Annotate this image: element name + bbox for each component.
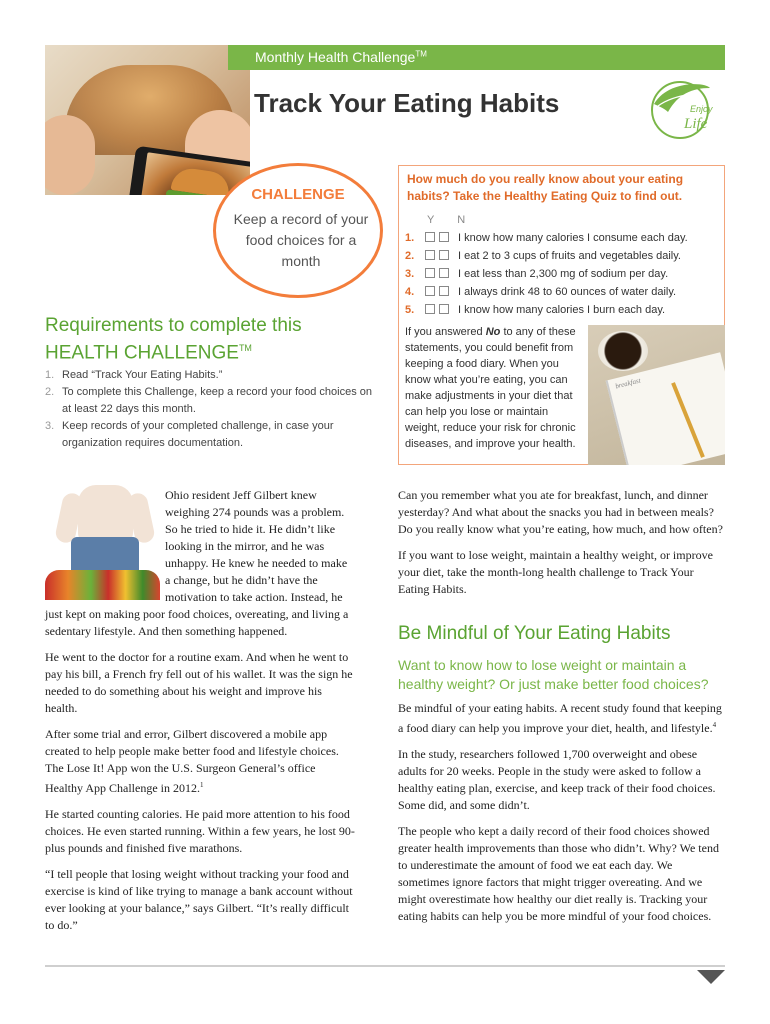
requirements-title: Requirements to complete this HEALTH CHALLENGE™	[45, 315, 302, 364]
footer-divider	[45, 965, 725, 967]
challenge-description: Keep a record of your food choices for a month	[233, 211, 369, 269]
header-bar	[228, 45, 725, 70]
story-paragraph: Ohio resident Jeff Gilbert knew weighing 274 pounds was a problem. So he tried to hide it. He didn’t like looking in the mirror, and he was unhappy. He knew he needed to make a change, but he didn’t have the motivation to take action. Instead, he just kept on making poor food choices, overeating, and living a sedentary lifestyle. And then something happened.	[45, 488, 349, 638]
no-checkbox[interactable]	[439, 232, 449, 242]
list-item: 2. To complete this Challenge, keep a record your food choices on at least 22 days this month.	[45, 386, 373, 415]
requirements-list	[45, 367, 375, 452]
quiz-question: How much do you really know about your eating habits? Take the Healthy Eating Quiz to find out.	[407, 172, 684, 203]
coffee-diary-photo	[588, 325, 725, 465]
series-title: Monthly Health Challenge™	[255, 49, 427, 65]
quiz-item: 4. I always drink 48 to 60 ounces of water daily.	[405, 286, 677, 298]
challenge-label: CHALLENGE	[251, 186, 345, 203]
story-paragraph: He went to the doctor for a routine exam. And when he went to pay his bill, a French fry fell out of his wallet. It was the sign he needed to do something about his weight and improve his health.	[45, 650, 353, 715]
quiz-item: 2. I eat 2 to 3 cups of fruits and vegetables daily.	[405, 250, 681, 262]
next-page-arrow-icon[interactable]	[697, 970, 725, 984]
yes-checkbox[interactable]	[425, 268, 435, 278]
yes-checkbox[interactable]	[425, 286, 435, 296]
intro-paragraph: Can you remember what you ate for breakfast, lunch, and dinner yesterday? And what about the snacks you had in between meals? Do you really know what you’re eating, how much, and how often?	[398, 488, 723, 536]
mindful-paragraph: Be mindful of your eating habits. A recent study found that keeping a food diary can help you improve your diet, health, and lifestyle.$^4$	[398, 701, 722, 735]
list-item: 1. Read “Track Your Eating Habits.”	[45, 369, 223, 381]
page-title: Track Your Eating Habits	[254, 88, 560, 118]
story-column	[45, 487, 355, 943]
section-subtitle: Want to know how to lose weight or maintain a healthy weight? Or just make better food choices?	[398, 657, 709, 692]
story-paragraph: After some trial and error, Gilbert discovered a mobile app created to help people make better food and lifestyle choices. The Lose It! App won the U.S. Surgeon General’s office Healthy App Challenge in 2012.$^1$	[45, 727, 339, 795]
hero-burger-photo	[45, 45, 250, 195]
no-checkbox[interactable]	[439, 268, 449, 278]
svg-text:Enjoy: Enjoy	[690, 104, 713, 114]
mindful-column	[398, 700, 726, 934]
mindful-paragraph: In the study, researchers followed 1,700 overweight and obese adults for 20 weeks. People in the study were asked to follow a healthy eating plan, exercise, and keep track of their food choices. Some did, and some didn’t.	[398, 747, 716, 812]
story-paragraph: He started counting calories. He paid more attention to his food choices. He even started running. Within a few years, he lost 90-plus pounds and finished five marathons.	[45, 807, 355, 855]
yes-checkbox[interactable]	[425, 304, 435, 314]
quiz-item: 5. I know how many calories I burn each day.	[405, 304, 666, 316]
intro-column	[398, 487, 726, 607]
no-checkbox[interactable]	[439, 286, 449, 296]
list-item: 3. Keep records of your completed challenge, in case your organization requires documentation.	[45, 420, 334, 449]
no-checkbox[interactable]	[439, 304, 449, 314]
coffee-cup-icon	[598, 331, 648, 371]
no-checkbox[interactable]	[439, 250, 449, 260]
quiz-note: If you answered No to any of these statements, you could benefit from keeping a food diary. When you know what you’re eating, you can make adjustments in your diet that can help you lose or maintain weight, reduce your risk for chronic diseases, and improve your health.	[405, 326, 576, 450]
yes-checkbox[interactable]	[425, 250, 435, 260]
enjoy-life-logo	[648, 78, 713, 140]
section-title: Be Mindful of Your Eating Habits	[398, 623, 671, 644]
svg-text:Life: Life	[684, 116, 708, 132]
left-hand	[45, 115, 95, 195]
quiz-item: 3. I eat less than 2,300 mg of sodium per day.	[405, 268, 669, 280]
yes-no-header: Y N	[427, 214, 476, 226]
yes-checkbox[interactable]	[425, 232, 435, 242]
diary-label: breakfast	[614, 376, 642, 391]
intro-paragraph: If you want to lose weight, maintain a healthy weight, or improve your diet, take the month-long health challenge to Track Your Eating Habits.	[398, 548, 713, 596]
quiz-item: 1. I know how many calories I consume each day.	[405, 232, 688, 244]
mindful-paragraph: The people who kept a daily record of their food choices showed greater health improvements than those who didn’t. Why? We tend to underestimate the amount of food we eat each day. We sometimes ignore factors that might trigger overeating. And we might overestimate how healthy our diet really is. Tracking your eating habits can help you be more mindful of your food choices.	[398, 824, 719, 923]
challenge-badge	[213, 163, 383, 298]
story-paragraph: “I tell people that losing weight without tracking your food and exercise is kind of like trying to manage a bank account without ever looking at your balance,” says Gilbert. “It’s really difficult to do.”	[45, 867, 353, 932]
